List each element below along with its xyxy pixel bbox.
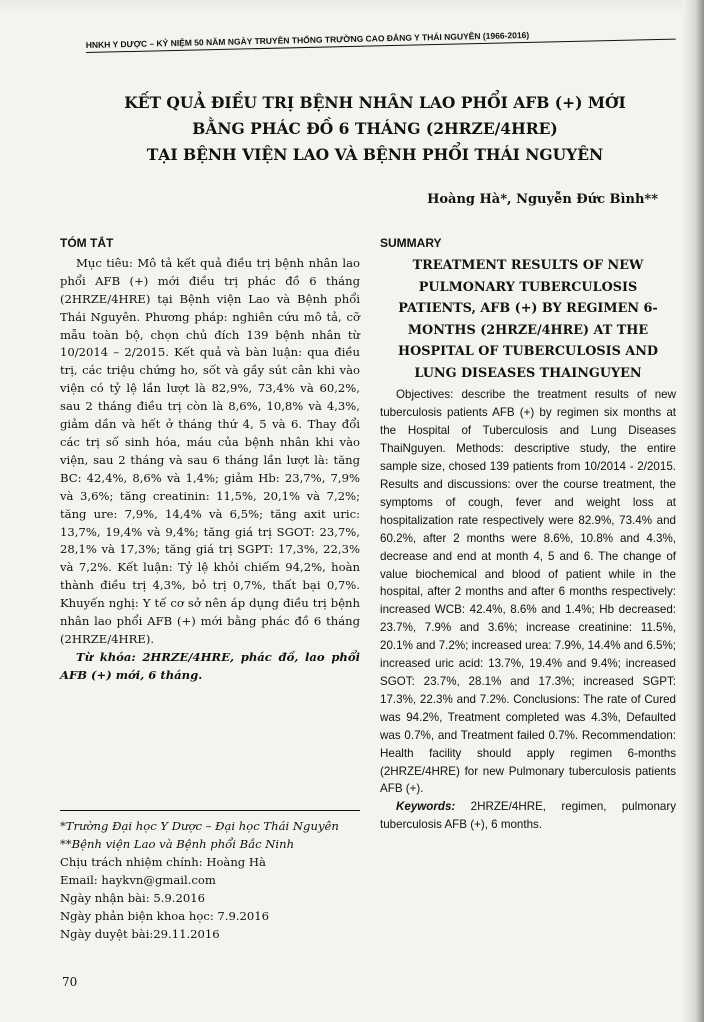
en-keywords-label: Keywords: — [396, 800, 456, 814]
english-summary-column — [380, 235, 676, 834]
page-number: 70 — [62, 975, 78, 989]
authors: Hoàng Hà*, Nguyễn Đức Bình** — [427, 192, 658, 207]
contact-email: Email: haykvn@gmail.com — [60, 873, 216, 887]
en-summary-heading: SUMMARY — [380, 236, 442, 250]
running-header: HNKH Y DƯỢC – KỶ NIỆM 50 NĂM NGÀY TRUYỀN THỐNG TRƯỜNG CAO ĐẲNG Y THÁI NGUYÊN (1966-2016) — [86, 27, 676, 53]
footnotes — [60, 810, 360, 943]
en-keywords-text: 2HRZE/4HRE, regimen, pulmonary tuberculosis AFB (+), 6 months. — [380, 800, 676, 832]
date-approved: Ngày duyệt bài:29.11.2016 — [60, 927, 220, 941]
responsible-author: Chịu trách nhiệm chính: Hoàng Hà — [60, 855, 266, 869]
vietnamese-abstract-column — [60, 235, 360, 685]
affiliation-2: **Bệnh viện Lao và Bệnh phổi Bắc Ninh — [60, 837, 295, 851]
article-title — [90, 90, 660, 168]
en-abstract-text: Objectives: describe the treatment results of new tuberculosis patients AFB (+) by regimen six months at the Hospital of Tuberculosis and Lung Diseases ThaiNguyen. Methods: descriptive study, the entire sample size, chosed 139 patients from 10/2014 - 2/2015. Results and discussions: over the course treatment, the symptoms of cough, fever and weight loss at hospitalization rate respectively were 82.9%, 73.4% and 60.2%, after 2 months were 8.6%, 10.8% and 4.3%, decrease and end at month 4, 5 and 6. The change of value biochemical and blood of patient while in the hospital, after 2 months and after 6 months respectively: increased WCB: 42.4%, 8.6% and 1.4%; Hb decreased: 23.7%, 7.9% and 3.6%; increase creatinine: 11.5%, 20.1% and 7.2%; increased urea: 7.9%, 14.4% and 6.5%; increased uric acid: 13.7%, 19.4% and 9.4%; increased SGOT: 23.7%, 28.1% and 17.3%; increased SGPT: 17.3%, 22.3% and 7.2%. Conclusions: The rate of Cured was 94.2%, Treatment completed was 4.3%, Defaulted was 0.7%, and Treatment failed 0.7%. Recommendation: Health facility should apply regimen 6-months (2HRZE/4HRE) for new Pulmonary tuberculosis patients AFB (+). — [380, 388, 676, 796]
date-received: Ngày nhận bài: 5.9.2016 — [60, 891, 205, 905]
vn-keywords: Từ khóa: 2HRZE/4HRE, phác đồ, lao phổi AFB (+) mới, 6 tháng. — [60, 649, 360, 682]
title-line-1: KẾT QUẢ ĐIỀU TRỊ BỆNH NHÂN LAO PHỔI AFB (+) MỚI — [124, 93, 626, 112]
title-line-2: BẰNG PHÁC ĐỒ 6 THÁNG (2HRZE/4HRE) — [192, 119, 558, 138]
title-line-3: TẠI BỆNH VIỆN LAO VÀ BỆNH PHỔI THÁI NGUYÊN — [146, 145, 604, 164]
vn-abstract-heading: TÓM TẮT — [60, 236, 114, 250]
date-reviewed: Ngày phản biện khoa học: 7.9.2016 — [60, 909, 270, 923]
scan-right-edge — [682, 0, 704, 1022]
en-keywords — [380, 798, 676, 834]
affiliation-1: *Trường Đại học Y Dược – Đại học Thái Nguyên — [60, 819, 339, 833]
vn-abstract-text: Mục tiêu: Mô tả kết quả điều trị bệnh nhân lao phổi AFB (+) mới điều trị phác đồ 6 tháng (2HRZE/4HRE) tại Bệnh viện Lao và Bệnh phổi Thái Nguyên. Phương pháp: nghiên cứu mô tả, cỡ mẫu toàn bộ, chọn chủ đích 139 bệnh nhân từ 10/2014 – 2/2015. Kết quả và bàn luận: qua điều trị, các triệu chứng ho, sốt và gầy sút cân khi vào viện có tỷ lệ lần lượt là 82,9%, 73,4% và 60,2%, sau 2 tháng điều trị còn là 8,6%, 10,8% và 4,3%, giảm dần và hết ở tháng thứ 4, 5 và 6. Thay đổi các trị số sinh hóa, máu của bệnh nhân khi vào viện, sau 2 tháng và sau 6 tháng lần lượt là: tăng BC: 42,4%, 8,6% và 1,4%; giảm Hb: 23,7%, 7,9% và 3,6%; tăng creatinin: 11,5%, 20,1% và 7,2%; tăng ure: 7,9%, 14,4% và 6,5%; tăng axit uric: 13,7%, 19,4% và 9,4%; tăng giá trị SGOT: 23,7%, 28,1% và 17,3%; tăng giá trị SGPT: 17,3%, 22,3% và 7,2%. Kết luận: Tỷ lệ khỏi chiếm 94,2%, hoàn thành điều trị 4,3%, bỏ trị 0,7%, thất bại 0,7%. Khuyến nghị: Y tế cơ sở nên áp dụng điều trị bệnh nhân lao phổi AFB (+) mới bằng phác đồ 6 tháng (2HRZE/4HRE). — [60, 255, 360, 646]
scan-top-edge — [0, 0, 704, 14]
en-title: TREATMENT RESULTS OF NEW PULMONARY TUBERCULOSIS PATIENTS, AFB (+) BY REGIMEN 6-MONTHS (2HRZE/4HRE) AT THE HOSPITAL OF TUBERCULOSIS AND LUNG DISEASES THAINGUYEN — [397, 257, 658, 381]
